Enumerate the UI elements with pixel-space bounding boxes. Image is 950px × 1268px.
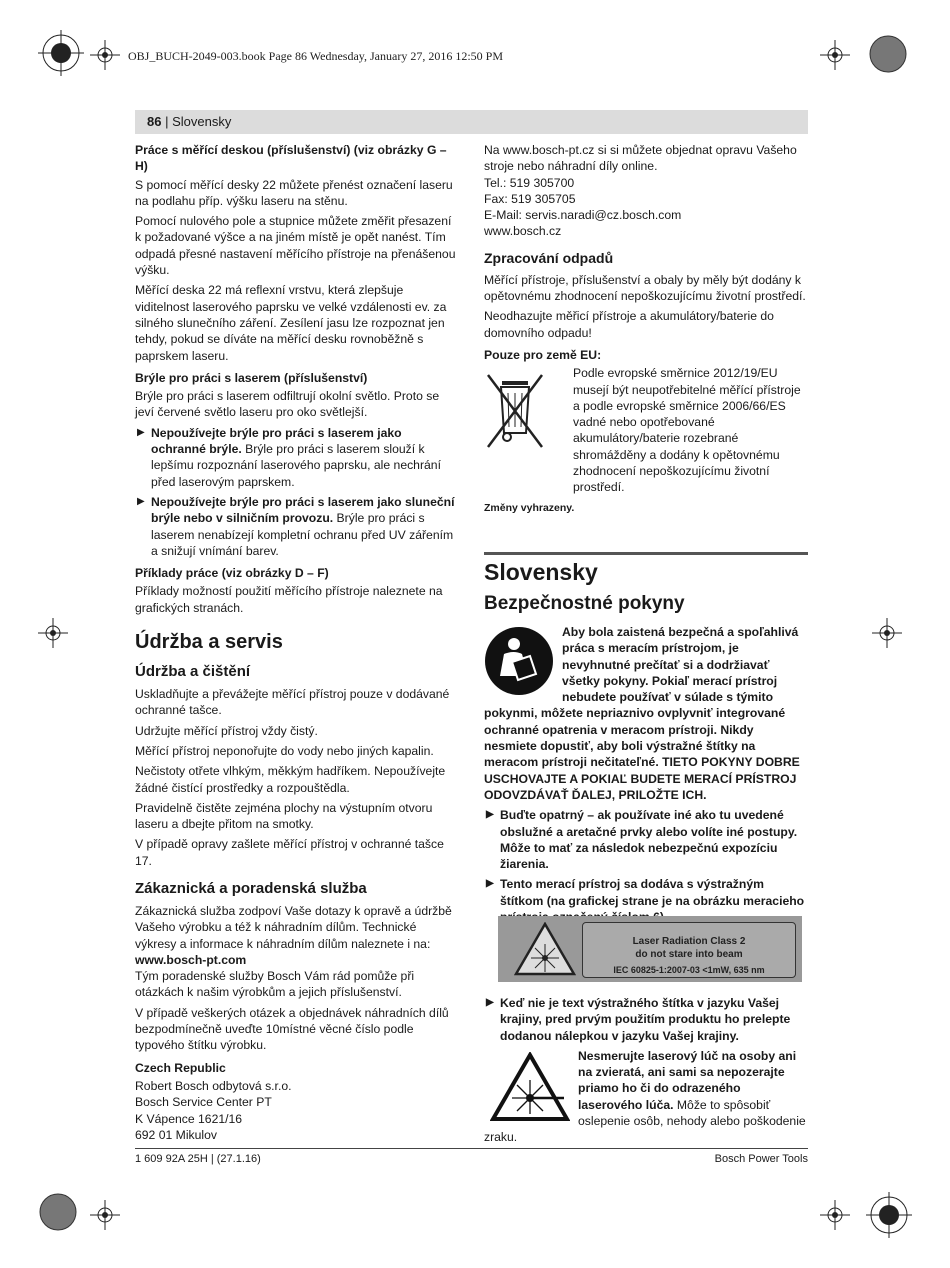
label-line: Laser Radiation Class 2 <box>632 936 746 947</box>
bullet-item: ▶ Nepoužívejte brýle pro práci s laserem jako ochranné brýle. Brýle pro práci s laserem slouží k lepšímu rozpoznání laserového paprsku, ale nechrání před laserovým paprskem. <box>137 425 441 489</box>
triangle-bullet-icon: ▶ <box>486 997 494 1008</box>
paragraph: Měřící přístroj neponořujte do vody nebo jiných kapalin. <box>135 743 434 758</box>
page-language: Slovensky <box>172 114 232 129</box>
section-heading: Příklady práce (viz obrázky D – F) <box>135 566 329 581</box>
laser-hazard-icon <box>490 1052 570 1122</box>
bullet-item: ▶ Tento merací prístroj sa dodáva s výstražným štítkom (na grafickej strane je na obrázku meracieho <box>486 877 805 908</box>
crosshair-mark-icon <box>820 40 850 70</box>
bosch-link[interactable]: www.bosch-pt.com <box>135 952 247 967</box>
subsection-heading: Údržba a čištění <box>135 663 251 681</box>
safety-intro: Aby bola zaistená bezpečná a spoľahlivá práca s meracím prístrojom, je nevyhnutné prečítať si a dodržiavať všetky pokyny. Pokiaľ merací prístroj nebudete používať v súlade s týmito pokynmi, môžete nepriaznivo ovplyvniť integrované ochranné opatrenia v meracom prístroji. Nikdy nesmiete dopustiť, aby boli výstražné štítky na meracom prístroji nečitateľné. TIETO POKYNY DOBRE USCHOVAJTE A POKIAĽ BUDETE MERACÍ PRÍSTROJ ODOVZDÁVAŤ ĎALEJ, PRILOŽTE ICH. <box>484 625 800 802</box>
book-header: OBJ_BUCH-2049-003.book Page 86 Wednesday, January 27, 2016 12:50 PM <box>128 49 504 63</box>
bullet-item: ▶ Nepoužívejte brýle pro práci s laserem jako sluneční brýle nebo v silničním provozu. Brýle pro práci s laserem nenabízejí kompletní ochranu před UV zářením a snižují vnímání barev. <box>137 494 455 558</box>
address-line: Robert Bosch odbytová s.r.o. <box>135 1078 292 1093</box>
paragraph: S pomocí měřící desky 22 můžete přenést označení laseru na podlahu příp. výšku laseru na stěnu. <box>135 177 453 208</box>
page-header-bar: 86 | Slovensky <box>135 110 808 134</box>
page-number: 86 <box>147 114 162 129</box>
paragraph: Uskladňujte a převážejte měřící přístroj pouze v dodávané ochranné tašce. <box>135 687 450 718</box>
bullet-item: ▶ Buďte opatrný – ak používate iné ako tu uvedené obslužné a aretačné prvky alebo volíte iné postupy. Môže to mať za následok nebezpečnú expozíciu žiarenia. <box>486 808 798 872</box>
paragraph: V případě opravy zašlete měřící přístroj v ochranné tašce 17. <box>135 837 444 868</box>
changes-reserved-note: Změny vyhrazeny. <box>484 501 575 514</box>
contact-line: Tel.: 519 305700 <box>484 175 575 190</box>
paragraph: Tým poradenské služby Bosch Vám rád pomůže při otázkách k našim výrobkům a jejich příslušenství. <box>135 969 415 1000</box>
bullet-item: ▶ Keď nie je text výstražného štítka v jazyku Vašej krajiny, pred prvým použitím produktu ho prelepte dodanou nálepkou v jazyku Vašej krajiny. <box>486 996 791 1043</box>
registration-mark-icon <box>38 30 84 76</box>
read-manual-icon <box>484 626 554 696</box>
paragraph: Brýle pro práci s laserem odfiltrují okolní světlo. Proto se jeví červené světlo laseru pro oko světlejší. <box>135 389 440 420</box>
address-line: 692 01 Mikulov <box>135 1127 217 1142</box>
triangle-bullet-icon: ▶ <box>137 426 145 438</box>
paragraph: Pomocí nulového pole a stupnice můžete změřit přesazení k požadované výšce a na jiném místě je opět nanést. Tím odpadá přesné nastavení měřícího přístroje na přenášenou výšku. <box>135 214 456 278</box>
section-divider <box>484 552 808 555</box>
label-line: IEC 60825-1:2007-03 <1mW, 635 nm <box>613 965 765 975</box>
crosshair-mark-icon <box>820 1200 850 1230</box>
gray-disc-mark-icon <box>38 1192 78 1232</box>
contact-line: www.bosch.cz <box>484 224 562 239</box>
label-line: do not stare into beam <box>635 949 743 960</box>
registration-mark-icon <box>866 1192 912 1238</box>
paragraph: Neodhazujte měřicí přístroje a akumulátory/baterie do domovního odpadu! <box>484 309 774 340</box>
address-line: K Vápence 1621/16 <box>135 1111 243 1126</box>
paragraph: Příklady možností použití měřícího přístroje naleznete na grafických stranách. <box>135 584 443 615</box>
paragraph: Podle evropské směrnice 2012/19/EU musejí být neupotřebitelné měřící přístroje a podle evropské směrnice 2006/66/ES vadné nebo opotřebované akumulátory/baterie rozebrané shromážděny a dodány k opětovnému zhodnocení nepoškozujícímu životní prostředí. <box>573 366 801 495</box>
paragraph: Měřící přístroje, příslušenství a obaly by měly být dodány k opětovnému zhodnocení nepoškozujícímu životní prostředí. <box>484 272 806 304</box>
section-heading: Brýle pro práci s laserem (příslušenství) <box>135 370 368 385</box>
chapter-heading: Údržba a servis <box>135 631 283 654</box>
address-line: Bosch Service Center PT <box>135 1095 272 1110</box>
subsection-heading: Zákaznická a poradenská služba <box>135 879 367 897</box>
crosshair-mark-icon <box>90 1200 120 1230</box>
right-column <box>484 142 808 520</box>
crosshair-mark-icon <box>38 618 68 648</box>
laser-warning-triangle-icon <box>514 922 576 976</box>
subsection-heading: Zpracování odpadů <box>484 249 614 266</box>
contact-line: Fax: 519 305705 <box>484 191 576 206</box>
triangle-bullet-icon: ▶ <box>137 495 145 507</box>
paragraph: Na www.bosch-pt.cz si si můžete objednat opravu Vašeho stroje nebo náhradní díly online. <box>484 143 797 174</box>
crosshair-mark-icon <box>90 40 120 70</box>
right-column-bottom: ▶ Keď nie je text výstražného štítka v jazyku Vašej krajiny, pred prvým použitím produktu ho prelepte dodanou nálepkou v jazyku Vašej krajiny. Nesmerujte laserový lúč na osoby ani na zvieratá, ani sami sa nepozerajte priamo ho či do odrazeného laserového lúča. Môže to spôsobiť oslepenie osôb, nehody alebo poškodenie zraku. <box>484 995 808 1150</box>
footer-left: 1 609 92A 25H | (27.1.16) <box>135 1153 261 1165</box>
gray-disc-mark-icon <box>868 34 908 74</box>
section-heading: Pouze pro země EU: <box>484 347 602 362</box>
paragraph: Pravidelně čistěte zejména plochy na výstupním otvoru laseru a dbejte přitom na smotky. <box>135 800 433 832</box>
paragraph: Měřící deska 22 má reflexní vrstvu, která zlepšuje viditelnost laserového paprsku ve velké vzdálenosti ev. za silného slunečního záření. Zesílení jasu lze rozpoznat jen tehdy, pokud se díváte na měřící desku rovnoběžně s paprskem laseru. <box>135 283 447 363</box>
section-heading: Práce s měřící deskou (příslušenství) (viz obrázky G – H) <box>135 143 447 174</box>
footer-right: Bosch Power Tools <box>714 1153 808 1165</box>
chapter-heading: Slovensky <box>484 559 598 585</box>
chapter-heading: Bezpečnostné pokyny <box>484 593 685 614</box>
paragraph: Udržujte měřící přístroj vždy čistý. <box>135 723 318 738</box>
slovak-section <box>484 558 808 929</box>
paragraph: Zákaznická služba zodpoví Vaše dotazy k opravě a údržbě Vašeho výrobku a též k náhradním dílům. Technické výkresy a informace k náhradním dílům naleznete i na: <box>135 903 452 951</box>
section-heading: Czech Republic <box>135 1060 226 1075</box>
paragraph: V případě veškerých otázek a objednávek náhradních dílů bezpodmínečně uveďte 10místné věcné číslo podle typového štítku výrobku. <box>135 1005 449 1053</box>
left-column <box>135 142 457 1143</box>
footer-rule <box>135 1148 808 1149</box>
crossed-out-bin-icon <box>484 367 546 451</box>
contact-line: E-Mail: servis.naradi@cz.bosch.com <box>484 208 682 223</box>
crosshair-mark-icon <box>872 618 902 648</box>
triangle-bullet-icon: ▶ <box>486 809 494 821</box>
triangle-bullet-icon: ▶ <box>486 878 494 890</box>
paragraph: Nečistoty otřete vlhkým, měkkým hadříkem. Nepoužívejte žádné čistící prostředky a rozpouštědla. <box>135 764 446 795</box>
laser-label-text-box <box>582 922 796 978</box>
